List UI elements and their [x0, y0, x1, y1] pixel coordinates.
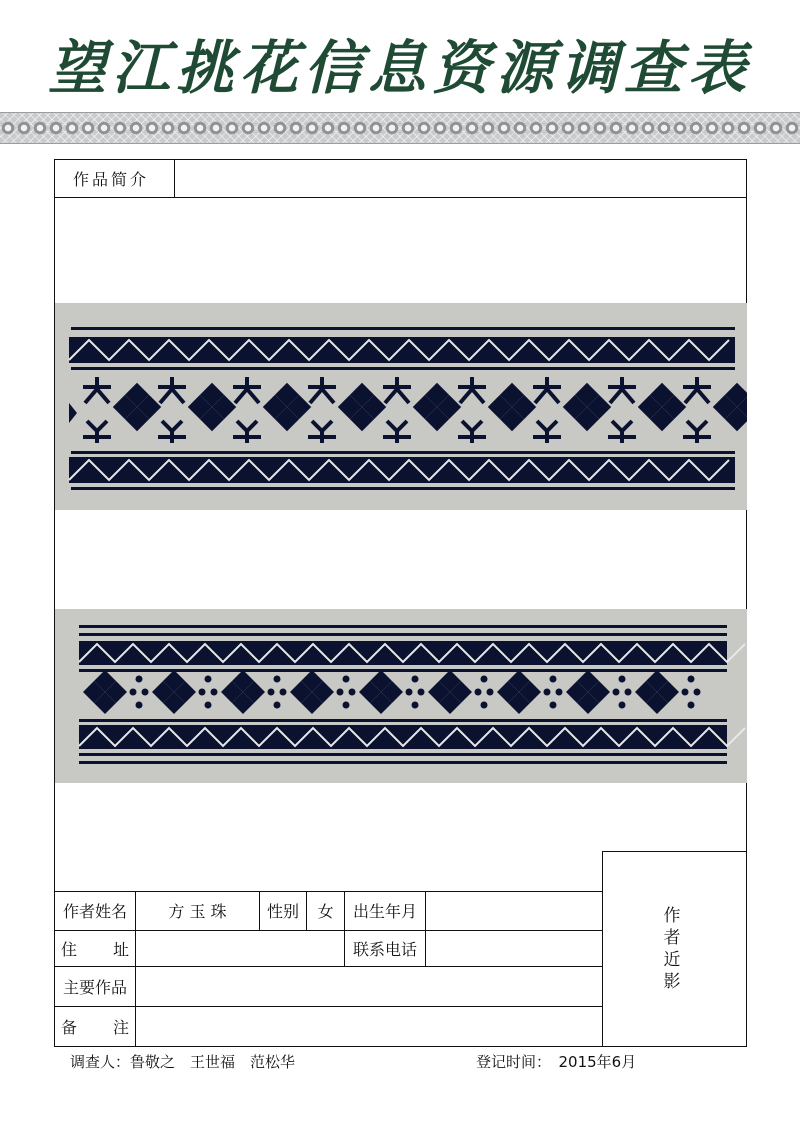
address-field[interactable]	[136, 930, 344, 966]
author-label: 作者姓名	[62, 902, 127, 921]
phone-field[interactable]	[426, 930, 602, 966]
investigators-text: 调查人：鲁敬之 王世福 范松华	[70, 1053, 296, 1071]
page-title: 望江挑花信息资源调查表	[47, 34, 752, 102]
notes-label	[55, 1006, 135, 1047]
textile-pattern-1-image	[55, 303, 747, 510]
notes-field[interactable]	[136, 1006, 602, 1047]
address-label-char-2: 址	[112, 939, 129, 959]
gender-field[interactable]: 女	[317, 902, 334, 921]
textile-pattern-2-image	[55, 609, 747, 783]
phone-label: 联系电话	[352, 939, 417, 959]
registration-date-text: 登记时间： 2015年6月	[476, 1053, 637, 1071]
intro-label: 作品简介	[73, 170, 150, 189]
address-label-char-1: 住	[61, 939, 78, 959]
intro-field[interactable]	[175, 160, 745, 197]
address-label	[55, 930, 135, 966]
gender-label: 性别	[266, 902, 299, 921]
author-field[interactable]: 方 玉 珠	[168, 902, 227, 921]
survey-form	[54, 159, 747, 1047]
birth-field[interactable]	[426, 891, 602, 930]
decorative-band	[0, 112, 800, 144]
author-photo-label: 作者近影	[663, 906, 681, 992]
birth-label: 出生年月	[352, 902, 417, 921]
works-label: 主要作品	[62, 977, 127, 997]
notes-label-char-1: 备	[61, 1018, 78, 1037]
works-field[interactable]	[136, 966, 602, 1006]
notes-label-char-2: 注	[112, 1018, 129, 1037]
